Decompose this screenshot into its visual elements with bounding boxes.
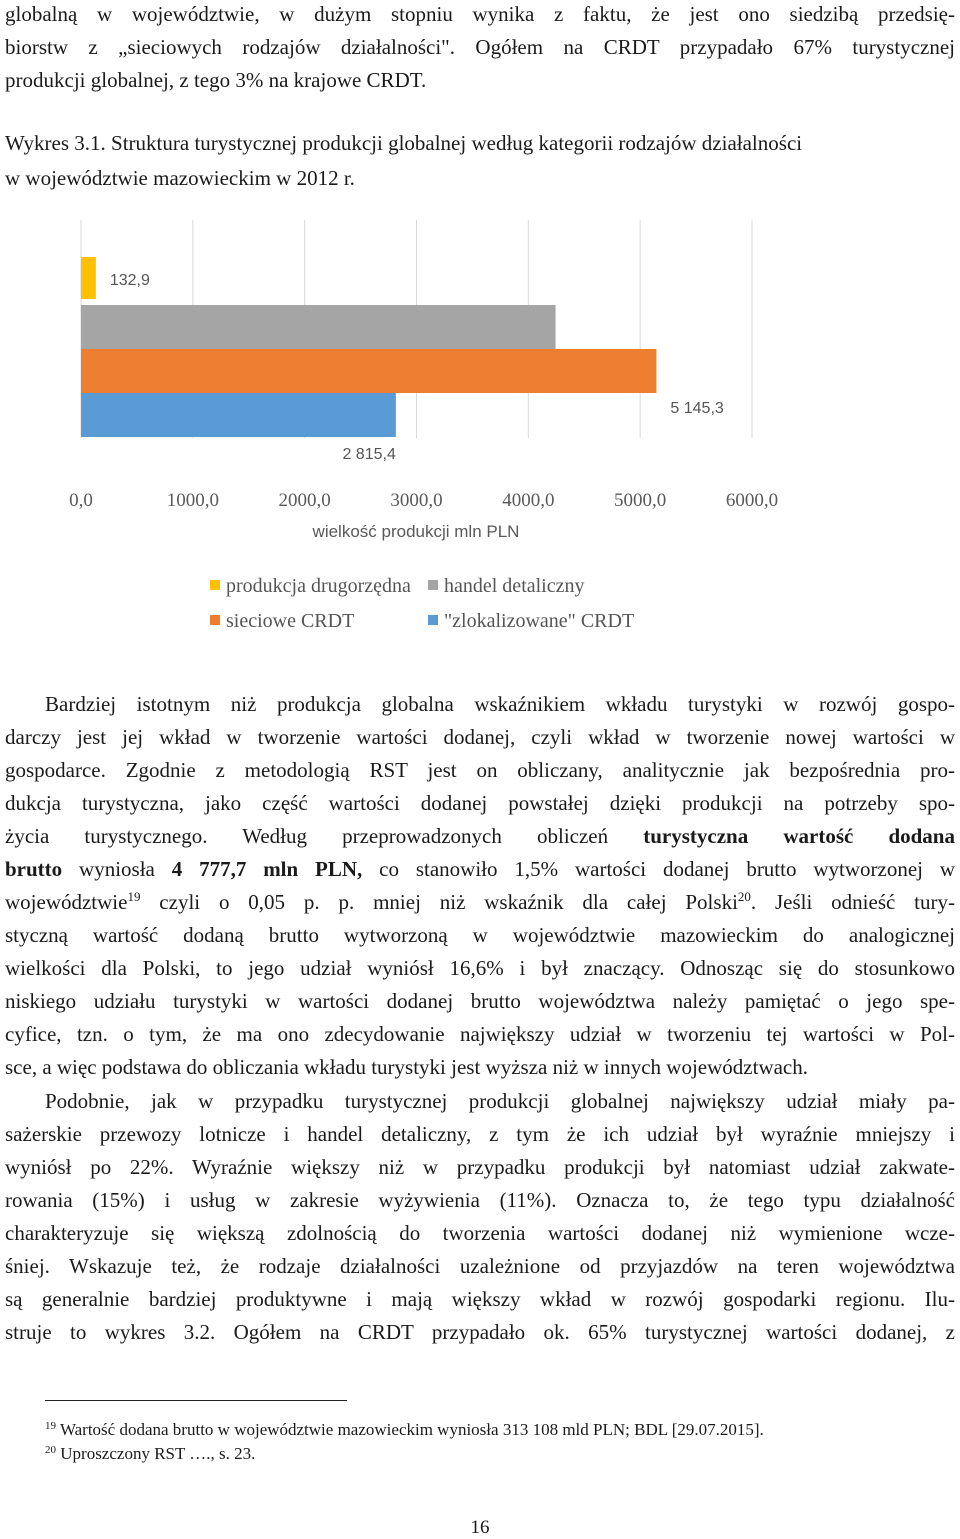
figure-caption: Wykres 3.1. Struktura turystycznej produkcji globalnej według kategorii rodzajów działalności bbox=[5, 131, 803, 155]
legend-label: handel detaliczny bbox=[444, 575, 585, 597]
tick-label: 4000,0 bbox=[502, 490, 555, 511]
text-span: czyli o 0,05 p. p. mniej niż wskaźnik dla całej Polski bbox=[140, 890, 738, 914]
text-line: wyniósł po 22%. Wyraźnie większy niż w przypadku produkcji był natomiast udział zakwate- bbox=[5, 1155, 955, 1179]
text-line: cyfice, tzn. o tym, że ma ono zdecydowanie największy udział w tworzeniu tej wartości w Pol- bbox=[5, 1022, 955, 1046]
text-line: wielkości dla Polski, to jego udział wyniósł 16,6% i był znaczący. Odnosząc się do stosunkowo bbox=[5, 956, 955, 980]
text-bold: 4 777,7 mln PLN, bbox=[171, 857, 363, 881]
legend-item bbox=[428, 575, 585, 597]
footnote-separator bbox=[45, 1400, 347, 1401]
figure-caption: w województwie mazowieckim w 2012 r. bbox=[5, 166, 355, 190]
bar bbox=[81, 305, 556, 349]
legend-swatch bbox=[210, 580, 220, 590]
tick-label: 5000,0 bbox=[614, 490, 667, 511]
legend-item bbox=[428, 610, 634, 632]
tick-label: 3000,0 bbox=[390, 490, 443, 511]
text-line: globalną w województwie, w dużym stopniu wynika z faktu, że jest ono siedzibą przedsię- bbox=[5, 2, 955, 26]
x-axis-title: wielkość produkcji mln PLN bbox=[312, 522, 520, 541]
footnote-number: 19 bbox=[45, 1420, 56, 1432]
text-line: dukcja turystyczna, jako część wartości dodanej powstałej dzięki produkcji na potrzeby spo- bbox=[5, 791, 955, 815]
data-label: 2 815,4 bbox=[342, 446, 396, 463]
text-line: struje to wykres 3.2. Ogółem na CRDT przypadało ok. 65% turystycznej wartości dodanej, z bbox=[5, 1320, 955, 1344]
legend-swatch bbox=[210, 615, 220, 625]
legend-swatch bbox=[428, 580, 438, 590]
bar bbox=[81, 393, 396, 437]
legend-swatch bbox=[428, 615, 438, 625]
data-label: 5 145,3 bbox=[670, 400, 724, 417]
text-span: wyniosła bbox=[62, 857, 172, 881]
bar bbox=[81, 349, 656, 393]
footnote bbox=[45, 1444, 255, 1464]
text-bold: brutto bbox=[5, 857, 63, 881]
footnote-ref: 19 bbox=[127, 889, 141, 904]
text-span: województwie bbox=[5, 890, 128, 914]
text-span: życia turystycznego. Według przeprowadzonych obliczeń bbox=[5, 824, 644, 848]
text-line: śniej. Wskazuje też, że rodzaje działalności uzależnione od przyjazdów na teren województwa bbox=[5, 1254, 955, 1278]
text-line: Podobnie, jak w przypadku turystycznej produkcji globalnej największy udział miały pa- bbox=[45, 1089, 955, 1113]
text-line bbox=[5, 824, 955, 848]
legend-item bbox=[210, 610, 354, 632]
tick-label: 0,0 bbox=[69, 490, 93, 511]
text-span: . Jeśli odnieść tury- bbox=[750, 890, 955, 914]
legend-label: sieciowe CRDT bbox=[226, 610, 355, 632]
footnote bbox=[45, 1420, 764, 1440]
text-bold: turystyczna wartość dodana bbox=[643, 824, 955, 848]
text-line: darczy jest jej wkład w tworzenie wartości dodanej, czyli wkład w tworzenie nowej wartości w bbox=[5, 725, 955, 749]
footnote-text: Wartość dodana brutto w województwie mazowieckim wyniosła 313 108 mld PLN; BDL [29.07.2015]. bbox=[56, 1420, 764, 1439]
data-label: 132,9 bbox=[109, 272, 150, 289]
footnote-ref: 20 bbox=[737, 889, 751, 904]
text-line: biorstw z „sieciowych rodzajów działalności". Ogółem na CRDT przypadało 67% turystycznej bbox=[5, 35, 955, 59]
text-line: charakteryzuje się większą zdolnością do tworzenia wartości dodanej niż wymienione wcze- bbox=[5, 1221, 955, 1245]
text-line: gospodarce. Zgodnie z metodologią RST jest on obliczany, analitycznie jak bezpośrednia pro- bbox=[5, 758, 955, 782]
text-span: co stanowiło 1,5% wartości dodanej brutto wytworzonej w bbox=[362, 857, 955, 881]
tick-label: 2000,0 bbox=[278, 490, 331, 511]
page-number: 16 bbox=[470, 1517, 490, 1538]
legend-label: "zlokalizowane" CRDT bbox=[444, 610, 635, 632]
text-line: produkcji globalnej, z tego 3% na krajowe CRDT. bbox=[5, 68, 427, 92]
text-line: sce, a więc podstawa do obliczania wkładu turystyki jest wyższa niż w innych województwach. bbox=[5, 1055, 809, 1079]
legend-label: produkcja drugorzędna bbox=[226, 575, 411, 597]
text-line: styczną wartość dodaną brutto wytworzoną w województwie mazowieckim do analogicznej bbox=[5, 923, 955, 947]
footnote-number: 20 bbox=[45, 1444, 56, 1456]
text-line bbox=[5, 857, 955, 881]
bar bbox=[81, 257, 96, 299]
legend-item bbox=[210, 575, 411, 597]
text-line: rowania (15%) i usług w zakresie wyżywienia (11%). Oznacza to, że tego typu działalność bbox=[5, 1188, 955, 1212]
text-line: są generalnie bardziej produktywne i mają większy wkład w rozwój gospodarki regionu. Ilu- bbox=[5, 1287, 955, 1311]
text-line: niskiego udziału turystyki w wartości dodanej brutto województwa należy pamiętać o jego spe- bbox=[5, 989, 955, 1013]
text-line: sażerskie przewozy lotnicze i handel detaliczny, z tym że ich udział był wyraźnie mniejszy i bbox=[5, 1122, 955, 1146]
tick-label: 6000,0 bbox=[725, 490, 779, 511]
footnote-text: Uproszczony RST …., s. 23. bbox=[56, 1444, 256, 1463]
text-line bbox=[5, 890, 955, 914]
text-line: Bardziej istotnym niż produkcja globalna wskaźnikiem wkładu turystyki w rozwój gospo- bbox=[45, 692, 955, 716]
tick-label: 1000,0 bbox=[166, 490, 219, 511]
